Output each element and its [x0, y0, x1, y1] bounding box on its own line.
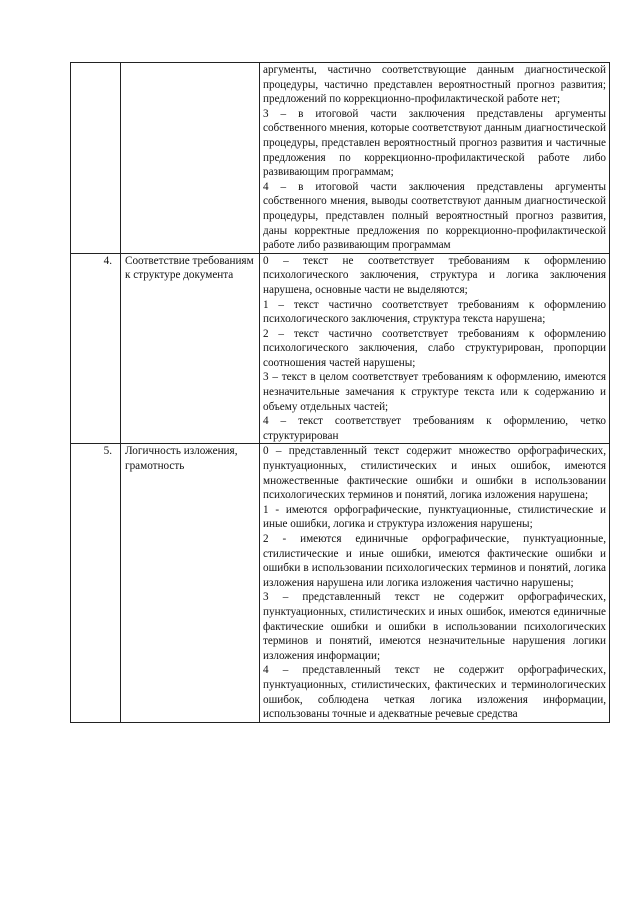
criterion-name: Логичность изложения, грамотность — [121, 444, 260, 722]
score-item: 0 – текст не соответствует требованиям к оформлению психологического заключения, структура и логика заключения нарушена, основные части не выделяются; — [263, 254, 606, 296]
row-number: 5. — [71, 444, 121, 722]
score-item: 4 – в итоговой части заключения представлены аргументы собственного мнения, выводы соответствуют данным диагностической процедуры, представлен полный вероятностный прогноз развития, даны корректные предложения по коррекционно-профилактической работе либо развивающим программам — [263, 180, 606, 252]
score-item: 4 – представленный текст не содержит орфографических, пунктуационных, стилистических, фактических и терминологических ошибок, соблюдена четкая логика изложения информации, использованы точные и адекватные речевые средства — [263, 664, 606, 721]
score-item: 3 – представленный текст не содержит орфографических, пунктуационных, стилистических и иных ошибок, имеются единичные фактические ошибки и ошибки в использовании психологических терминов и понятий, имеются незначительные нарушения логики изложения информации; — [263, 591, 606, 662]
score-item: 0 – представленный текст содержит множество орфографических, пунктуационных, стилистических и иных ошибок, имеются множественные фактические ошибки и ошибки в использовании психологических терминов и понятий, логика изложения нарушена; — [263, 445, 606, 502]
criterion-name — [121, 63, 260, 254]
score-item: 3 – текст в целом соответствует требованиям к оформлению, имеются незначительные замечания к структуре текста или к содержанию и объему отдельных частей; — [263, 371, 606, 413]
table-row — [71, 253, 610, 444]
criterion-description — [260, 253, 610, 444]
row-number: 4. — [71, 253, 121, 444]
score-item: 1 - имеются орфографические, пунктуационные, стилистические и иные ошибки, логика и структура изложения нарушены; — [263, 503, 606, 531]
criterion-description — [260, 444, 610, 722]
score-item: 3 – в итоговой части заключения представлены аргументы собственного мнения, которые соответствуют данным диагностической процедуры, представлен вероятностный прогноз развития и частичные предложения по коррекционно-профилактической работе либо развивающим программам; — [263, 107, 606, 179]
table-row — [71, 444, 610, 722]
criterion-description — [260, 63, 610, 254]
document-page — [70, 62, 610, 723]
score-item: 4 – текст соответствует требованиям к оформлению, четко структурирован — [263, 415, 606, 442]
score-item: аргументы, частично соответствующие данным диагностической процедуры, частично представлен вероятностный прогноз развития; предложений по коррекционно-профилактической работе нет; — [263, 64, 606, 106]
row-number — [71, 63, 121, 254]
score-item: 1 – текст частично соответствует требованиям к оформлению психологического заключения, структура текста нарушена; — [263, 298, 606, 326]
criteria-table — [70, 62, 610, 723]
table-row — [71, 63, 610, 254]
score-item: 2 – текст частично соответствует требованиям к оформлению психологического заключения, слабо структурирован, пропорции соотношения частей нарушены; — [263, 327, 606, 369]
criterion-name: Соответствие требованиям к структуре документа — [121, 253, 260, 444]
score-item: 2 - имеются единичные орфографические, пунктуационные, стилистические и иные ошибки, имеются фактические ошибки и ошибки в использовании психологических терминов и понятий, логика изложения нарушена или логика изложения частично нарушены; — [263, 533, 606, 589]
